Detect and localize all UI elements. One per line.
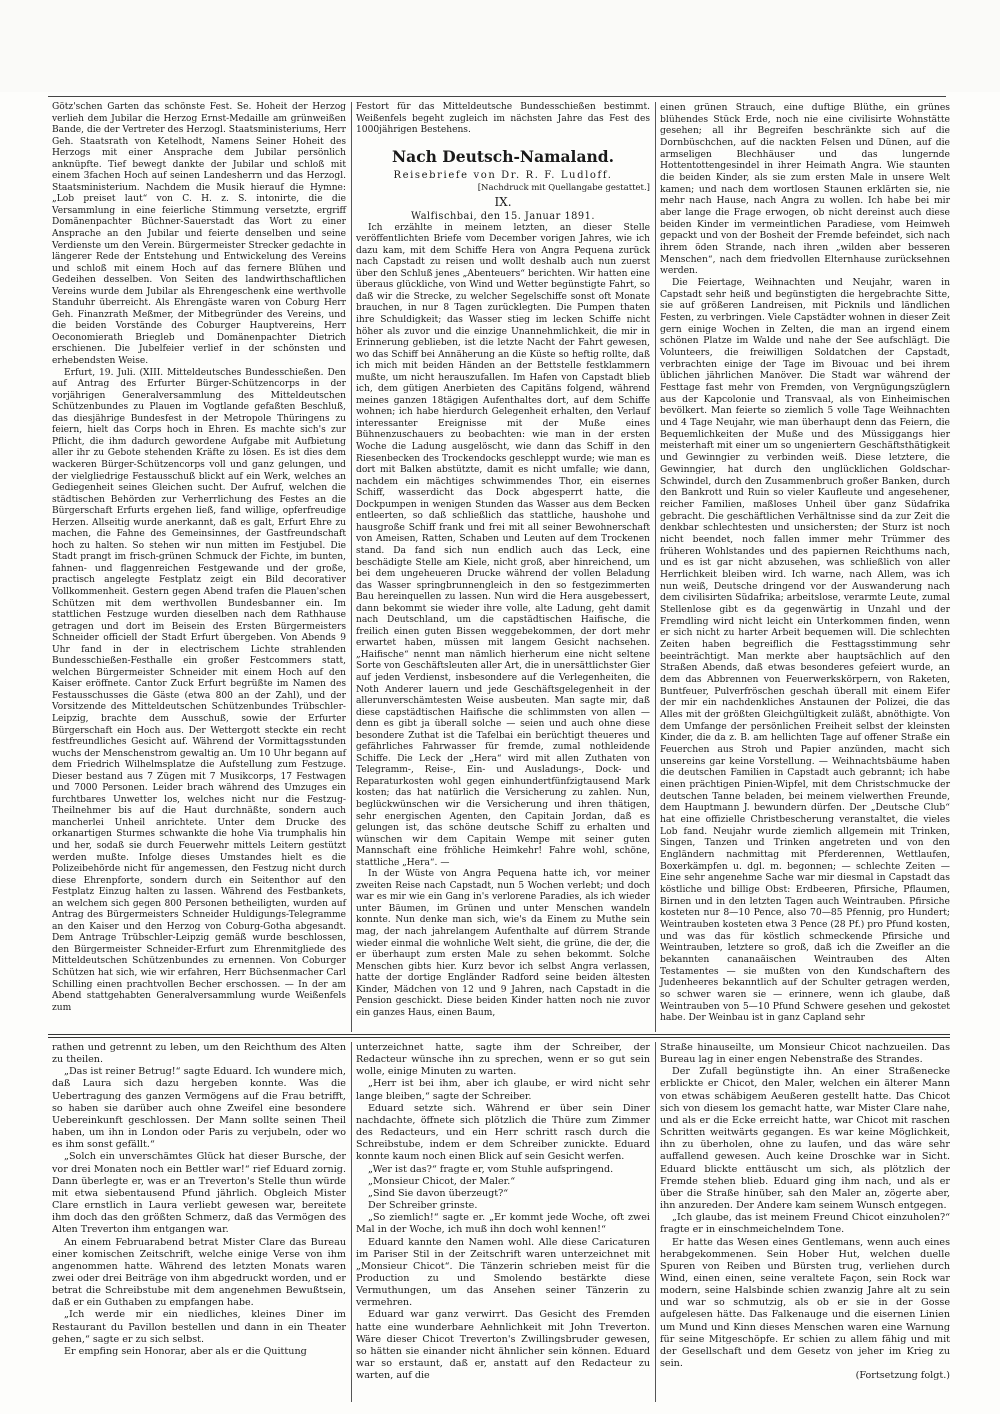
paragraph: Festort für das Mitteldeutsche Bundesschießen bestimmt. Weißenfels begeht zugleich im nächsten Jahre das Fest des 1000jährigen Bestehens. [356,102,650,136]
paragraph: Der Schreiber grinste. [368,1200,478,1212]
paragraph: Eduard setzte sich. Während er über sein Diner nachdachte, öffnete sich plötzlich die Thüre zum Zimmer des Redacteurs, und ein Herr schritt rasch durch die Schreibstube, indem er dem Schreiber zunickte. Eduard konnte kaum noch einen Blick auf sein Gesicht werfen. [356,1102,650,1163]
feature-subtitle: Reisebriefe von Dr. R. F. Ludloff. [393,169,613,181]
paragraph: Götz'schen Garten das schönste Fest. Se. Hoheit der Herzog verlieh dem Jubilar die Herzog Ernst-Medaille am grünweißen Bande, die der Vertreter des Herzogl. Staatsministeriums, Herr Geh. Staatsrath von Ketelhodt, Namens Seiner Hoheit des Herzogs mit einer Ansprache dem Jubilar persönlich anknüpfte. Tief bewegt dankte der Jubilar und schloß mit einem 3fachen Hoch auf seinen Landesherrn und das Herzogl. Staatsministerium. Nachdem die Musik hierauf die Hymne: „Lob preiset laut“ von C. H. z. S. intonirte, die die Versammlung in eine feierliche Stimmung versetzte, ergriff Domänenpachter Büchner-Sauerstadt das Wort zu einer Ansprache an den Jubilar und feierte denselben und seine Verdienste um den Verein. Bürgermeister Strecker gedachte in längerer Rede der Entstehung und Entwickelung des Vereins und schloß mit einem Hoch auf das fernere Blühen und Gedeihen desselben. Von Seiten des landwirthschaftlichen Vereins wurde dem Jubilar als Ehrengeschenk eine werthvolle Standuhr überreicht. Als Ehrengäste waren von Coburg Herr Geh. Finanzrath Meßmer, der Mitbegründer des Vereins, und die beiden Vorstände des Coburger Hauptvereins, Herr Oeconomierath Briegleb und Domänenpachter Dietrich erschienen. Die Jubelfeier verlief in der schönsten und erhebendsten Weise. [52,102,346,367]
dateline: Walfischbai, den 15. Januar 1891. [410,210,595,222]
paragraph: rathen und getrennt zu leben, um den Reichthum des Alten zu theilen. [52,1042,346,1066]
paragraph: Erfurt, 19. Juli. (XIII. Mitteldeutsches Bundesschießen. Den auf Antrag des Erfurter Bürger-Schützencorps in der vorjährigen Generalversammlung des Mitteldeutschen Schützenbundes zu Plauen im Vogtlande gefaßten Beschluß, das diesjährige Bundesfest in der Metropole Thüringens zu feiern, hielt das Corps hoch in Ehren. Es machte sich's zur Pflicht, die ihm dadurch gewordene Aufgabe mit Aufbietung aller ihr zu Gebote stehenden Kräfte zu lösen. Es ist dies dem wackeren Bürger-Schützencorps voll und ganz gelungen, und der vielgliedrige Festausschuß blickt auf ein Werk, welches an Gediegenheit seines Gleichen sucht. Der Aufruf, welchen die städtischen Behörden zur Verherrlichung des Festes an die Bürgerschaft Erfurts ergehen ließ, fand willige, opferfreudige Herzen. Allseitig wurde anerkannt, daß es galt, Erfurt Ehre zu machen, die Fahne des Gemeinsinnes, der Gastfreundschaft hoch zu halten. So stehen wir nun mitten im Festjubel. Die Stadt prangt im frisch-grünen Schmuck der Fichte, im bunten, fahnen- und flaggenreichen Festgewande und der große, practisch angelegte Festplatz zeigt ein Bild decorativer Vollkommenheit. Gestern gegen Abend trafen die Plauen'schen Schützen mit dem werthvollen Bundesbanner ein. Im stattlichen Festzuge wurden dieselben nach dem Rathhause getragen und dort im Beisein des Ersten Bürgermeisters Schneider officiell der Stadt Erfurt übergeben. Von Abends 9 Uhr fand in der in electrischem Lichte strahlenden Bundesschießen-Festhalle ein großer Festcommers statt, welchen Bürgermeister Schneider mit einem Hoch auf den Kaiser eröffnete. Cantor Zuck Erfurt begrüßte im Namen des Festausschusses die Gäste (etwa 800 an der Zahl), und der Vorsitzende des Mitteldeutschen Schützenbundes Trübschler-Leipzig, brachte dem Ausschuß, sowie der Erfurter Bürgerschaft ein Hoch aus. Der Wettergott steckte ein recht festfreundliches Gesicht auf. Während der Vormittagsstunden wuchs der Menschenstrom gewaltig an. Um 10 Uhr begann auf dem Friedrich Wilhelmsplatze die Aufstellung zum Festzuge. Dieser bestand aus 7 Zügen mit 7 Musikcorps, 17 Festwagen und 7000 Personen. Leider brach während des Umzuges ein furchtbares Unwetter los, welches nicht nur die Festzug-Theilnehmer bis auf die Haut durchnäßte, sondern auch mancherlei Unheil anrichtete. Unter dem Drucke des orkanartigen Sturmes schwankte die hohe Via trumphalis hin und her, sodaß sie durch Feuerwehr mittels Leitern gestützt werden mußte. Infolge dieses Umstandes hielt es die Polizeibehörde nicht für angemessen, den Festzug nicht durch diese Ehrenpforte, sondern durch ein Seitenthor auf den Festplatz Einzug halten zu lassen. Während des Festbankets, an welchem sich gegen 800 Personen betheiligten, wurden auf Antrag des Bürgermeisters Schneider Huldigungs-Telegramme an den Kaiser und den Herzog von Coburg-Gotha abgesandt. Dem Antrage Trübschler-Leipzig gemäß wurde beschlossen, den Bürgermeister Schneider-Erfurt zum Ehrenmitgliede des Mitteldeutschen Schützenbundes zu ernennen. Von Coburger Schützen hat sich, wie wir erfahren, Herr Büchsenmacher Carl Schilling einen prachtvollen Becher erschossen. — In der am Abend stattgehabten Generalversammlung wurde Weißenfels zum [52,367,346,1013]
part-number: IX. [494,194,512,209]
paragraph: „Wer ist das?“ fragte er, vom Stuhle aufspringend. [368,1163,614,1175]
paragraph: „Sind Sie davon überzeugt?“ [368,1187,509,1199]
serial-column-2 [356,1042,650,1382]
top-rule [48,96,946,97]
feature-title: Nach Deutsch-Namaland. [391,146,614,166]
paragraph: Die Feiertage, Weihnachten und Neujahr, waren in Capstadt sehr heiß und begünstigten die hergebrachte Sitte, sie auf größeren Landreisen, mit Picknils und ländlichen Festen, zu verbringen. Viele Capstädter wohnen in dieser Zeit gern einige Wochen in Zelten, die man an irgend einem schönen Platze im Walde und nahe der See aufschlägt. Die Volunteers, die freiwilligen Soldatchen der Capstadt, verbrachten einige der Tage im Bivouac und bei ihrem üblichen jährlichen Manöver. Die Stadt war während der Festtage fast mehr von Fremden, von Vergnügungszüglern aus der Kapcolonie und Transvaal, als von Einheimischen bevölkert. Man feierte so ziemlich 5 volle Tage Weihnachten und 4 Tage Neujahr, wie man überhaupt denn das Feiern, die Bequemlichkeiten der Muße und des Müssiggangs hier meisterhaft mit einer um so ungeniertern Geschäftsthätigkeit und Gewinngier zu verbinden weiß. Diese letztere, die Gewinngier, hat durch den unglücklichen Goldschar-Schwindel, durch den Zusammenbruch großer Banken, durch den Bankrott und Ruin so vieler Kaufleute und angesehener, reicher Familien, maßloses Unheil über ganz Südafrika gebracht. Die geschäftlichen Verhältnisse sind da zur Zeit die denkbar schlechtesten und unsichersten; der Sturz ist noch nicht beendet, noch fallen immer mehr Trümmer des früheren Wohlstandes und des papiernen Reichthums nach, und es ist gar nicht abzusehen, was schließlich von aller Herrlichkeit bleiben wird. Ich warne, nach Allem, was ich nun weiß, Deutsche dringend vor der Auswanderung nach dem civilisirten Südafrika; arbeitslose, verarmte Leute, zumal Stellenlose gibt es da gegenwärtig in Unzahl und der Fremdling wird nicht leicht ein Unterkommen finden, wenn er sich nicht zu harter Arbeit bequemen will. Die schlechten Zeiten haben begreiflich die Festtagsstimmung sehr beeinträchtigt. Man merkte aber hauptsächlich auf den Straßen Abends, daß etwas besonderes gefeiert wurde, an dem das Abbrennen von Feuerwerkskörpern, von Raketen, Buntfeuer, Pulverfröschen geschah überall mit einem Eifer der mir ein nachdenkliches Anstaunen der Polizei, die das Alles mit der größten Gleichgültigkeit zuläßt, abnöthigte. Von dem Umfange der persönlichen Freiheit selbst der kleinsten Kinder, die da z. B. am hellichten Tage auf offener Straße ein Feuerchen aus Stroh und Papier anzünden, macht sich unsereins gar keine Vorstellung. — Weihnachtsbäume haben die deutschen Familien in Capstadt auch gebrannt; ich habe einen prächtigen Pinien-Wipfel, mit dem Christschmucke der deutschen Tanne beladen, bei meinem vielwerthen Freunde, dem Hauptmann J. bewundern dürfen. Der „Deutsche Club“ hat eine offizielle Christbescherung veranstaltet, die vieles Lob fand. Neujahr wurde ziemlich allgemein mit Trinken, Singen, Tanzen und Trinken angetreten und von den Engländern nachmittag mit Pferderennen, Wettlaufen, Boxerkämpfen u. dgl. m. begonnen; — schlechte Zeiten — Eine sehr angenehme Sache war mir diesmal in Capstadt das köstliche und billige Obst: Erdbeeren, Pfirsiche, Pflaumen, Birnen und in den letzten Tagen auch Weintrauben. Pfirsiche kosteten nur 8—10 Pence, also 70—85 Pfennig, pro Hundert; Weintrauben kosteten etwa 3 Pence (28 Pf.) pro Pfund kosten, und was das für köstlich schmeckende Pfirsiche und Weintrauben, letztere so groß, daß ich die Zweifler an die bekannten cananaäischen Weintrauben des Alten Testamentes — sie mußten von den Kundschaftern des Judenheeres bekanntlich auf der Schulter getragen werden, so schwer waren sie — erinnere, wenn ich glaube, daß Weintrauben von 5—10 Pfund Schwere gesehen und gekostet habe. Der Weinbau ist in ganz Capland sehr [660,277,951,1024]
paragraph: In der Wüste von Angra Pequena hatte ich, vor meiner zweiten Reise nach Capstadt, nun 5 Wochen verlebt; und doch war es mir wie ein Gang in's verlorene Paradies, als ich wieder unter Bäumen, im Grünen und unter Menschen wandeln konnte. Nun denke man sich, wie's da Einem zu Muthe sein mag, der nach jahrelangem Aufenthalte auf dürrem Strande wieder einmal die wohnliche Welt sieht, die grüne, die der, die er überhaupt zum ersten Male zu sehen bekommt. Solche Menschen gibts hier. Kurz bevor ich selbst Angra verlassen, hatte der dortige Engländer Radford seine beiden ältesten Kinder, Mädchen von 12 und 9 Jahren, nach Capstadt in die Pension geschickt. Diese beiden Kinder hatten noch nie zuvor ein ganzes Haus, einen Baum, [356,869,650,1018]
column-2 [356,102,650,1019]
paragraph: „Ich glaube, das ist meinem Freund Chicot einzuholen?“ fragte er in einschmeichelndem Tone. [660,1212,950,1236]
paragraph: Eduard war ganz verwirrt. Das Gesicht des Fremden hatte eine wunderbare Aehnlichkeit mit John Treverton. Wäre dieser Chicot Treverton's Zwillingsbruder gewesen, so hätten sie einander nicht ähnlicher sein können. Eduard war so erstaunt, daß er, anstatt auf den Redacteur zu warten, auf die [356,1309,650,1382]
paragraph: Der Zufall begünstigte ihn. An einer Straßenecke erblickte er Chicot, den Maler, welchen ein älterer Mann von etwas schäbigem Aeußeren gestellt hatte. Das Chicot sich von diesem los gemacht hatte, war Mister Clare nahe, und als er die Ecke erreicht hatte, war Chicot mit raschen Schritten weitwärts gegangen. Es war keine Möglichkeit, ihn zu überholen, ohne zu laufen, und das wäre sehr auffallend gewesen. Auch keine Droschke war in Sicht. Eduard blickte enttäuscht um sich, als plötzlich der Fremde stehen blieb. Eduard ging ihm nach, und als er über die Straße hinüber, sah den Maler an, zögerte aber, ihn anzureden. Der Andere kam seinem Wunsch entgegen. [660,1066,950,1212]
continued-note: (Fortsetzung folgt.) [855,1370,950,1382]
column-divider [351,1042,352,1402]
feuilleton-rule [48,1034,950,1035]
paragraph: einen grünen Strauch, eine duftige Blüthe, ein grünes blühendes Stück Erde, noch nie eine civilisirte Wohnstätte gesehen; all ihr Begreifen beschränkte sich auf die Dornbüschchen, auf die nackten Felsen und Dünen, auf die armseligen Blechhäuser und das lungernde Hottentottengesindel in ihrer Heimath Angra. Wie staunten die beiden Kinder, als sie zum ersten Male in unsere Welt kamen; und nach dem wortlosen Staunen erklärten sie, nie mehr nach Hause, nach Angra zu wollen. Ich habe bei mir aber lange die Frage erwogen, ob nicht dereinst auch diese beiden Kinder im vermeintlichen Paradiese, vom Heimweh gepackt und von der Bosheit der Fremde befeindet, sich nach ihrem öden Strande, nach ihren „wilden aber besseren Menschen“, nach dem friedvollen Elternhause zurücksehnen werden. [660,102,950,277]
column-divider [655,1042,656,1402]
serial-column-1 [52,1042,346,1358]
reprint-notice: [Nachdruck mit Quellangabe gestattet.] [477,182,650,193]
paragraph: „Herr ist bei ihm, aber ich glaube, er wird nicht sehr lange bleiben,“ sagte der Schreiber. [356,1078,650,1102]
paragraph: Er empfing sein Honorar, aber als er die Quittung [64,1345,307,1357]
column-3 [660,102,950,1024]
paragraph: Straße hinauseilte, um Monsieur Chicot nachzueilen. Das Bureau lag in einer engen Nebenstraße des Strandes. [660,1042,950,1066]
paragraph: Er hatte das Wesen eines Gentlemans, wenn auch eines herabgekommenen. Sein Hober Hut, welchen duelle Spuren von Reiben und Bürsten trug, verliehen durch Wind, einen einen, seine veraltete Façon, sein Rock war modern, seine Halsbinde schien zwanzig Jahre alt zu sein und war so schmutzig, als ob er sie in der Gosse aufgelesen hätte. Das Falkenauge und die eisernen Linien um Mund und Kinn dieses Menschen waren eine Warnung für seine Mitgeschöpfe. Er schien zu allem fähig und mit der Gesellschaft und dem Gesetz von jeher im Krieg zu sein. [660,1236,950,1370]
paragraph: „So ziemlich!“ sagte er. „Er kommt jede Woche, oft zwei Mal in der Woche, ich muß ihn doch wohl kennen!“ [356,1212,650,1236]
paragraph: unterzeichnet hatte, sagte ihm der Schreiber, der Redacteur wünsche ihn zu sprechen, wenn er so gut sein wolle, einige Minuten zu warten. [356,1042,650,1078]
column-divider [655,102,656,1032]
paragraph: „Ich werde mir ein niedliches, kleines Diner im Restaurant du Pavillon bestellen und dann in ein Theater gehen,“ sagte er zu sich selbst. [52,1309,346,1345]
paragraph: „Das ist reiner Betrug!“ sagte Eduard. Ich wundere mich, daß Laura sich dazu hergeben konnte. Was die Uebertragung des ganzen Vermögens auf die Frau betrifft, so haben sie darüber auch ohne Zweifel eine besondere Uebereinkunft geschlossen. Der Mann sollte seinen Theil haben, um ihn in London oder Paris zu verjubeln, oder wo es ihm sonst gefällt.“ [52,1066,346,1151]
paragraph: Ich erzählte in meinem letzten, an dieser Stelle veröffentlichten Briefe vom December vorigen Jahres, wie ich dazu kam, mit dem Schiffe Hera von Angra Pequena zurück nach Capstadt zu reisen und wollt deshalb auch nun zuerst über den Schluß jenes „Abenteuers“ berichten. Wir hatten eine überaus glückliche, von Wind und Wetter begünstigte Fahrt, so daß wir die Strecke, zu welcher Segelschiffe sonst oft Monate brauchen, in nur 8 Tagen zurücklegten. Die Pumpen thaten ihre Schuldigkeit; das Wasser stieg im lecken Schiffe nicht höher als zuvor und die einzige Unannehmlichkeit, die mir in Erinnerung geblieben, ist die letzte Nacht der Fahrt gewesen, wo das Schiff bei Annäherung an die Küste so heftig rollte, daß ich mich mit beiden Händen an der Bettstelle festklammern mußte, um nicht herauszufallen. Im Hafen von Capstadt blieb ich, dem gütigen Anerbieten des Capitäns folgend, während meines ganzen 18tägigen Aufenthaltes dort, auf dem Schiffe wohnen; ich habe hierdurch Gelegenheit erhalten, den Verlauf interessanter Ereignisse mit der Muße eines Bühnenzuschauers zu beobachten: wie man in der ersten Woche die Ladung ausgelöscht, wie dann das Schiff in den Riesenbecken des Trockendocks geschleppt wurde; wie man es dort mit Balken abstützte, damit es nicht umfalle; wie dann, nachdem ein mächtiges schwimmendes Thor, ein eisernes Schiff, wasserdicht das Dock abgesperrt hatte, die Dockpumpen in wenigen Stunden das Wasser aus dem Becken entleerten, so daß schließlich das stattliche, haushohe und hausgroße Schiff frank und frei mit all seiner Bewohnerschaft von Ameisen, Ratten, Schaben und Leuten auf dem Trockenen stand. Da fand sich nun endlich auch das Leck, eine beschädigte Stelle am Kiele, nicht groß, aber hinreichend, um bei dem ungeheueren Drucke während der vollen Beladung das Wasser springbrunnengleich in den so festgezimmerten Bau hereinquellen zu lassen. Nun wird die Hera ausgebessert, dann bekommt sie wieder ihre volle, alte Ladung, geht damit nach Deutschland, um die capstädtischen Haifische, die freilich einen guten Bissen weggebekommen, der dort mehr erwartet haben, müssen mit langem Gesicht nachsehen. „Haifische“ nennt man nämlich hierherum eine nicht seltene Sorte von Geschäftsleuten aller Art, die in unersättlichster Gier auf jeden Verdienst, insbesondere auf die Verlegenheiten, die Noth Anderer lauern und jede Geschäftsgelegenheit in der allerunverschämtesten Weise ausbeuten. Man sagte mir, daß diese capstädtischen Haifische die schlimmsten von allen — denn es gibt ja überall solche — seien und auch ohne diese besondere Zuthat ist die Tafelbai ein berüchtigt theueres und gefährliches Fahrwasser für fremde, zumal nothleidende Schiffe. Die Leck der „Hera“ wird mit allen Zuthaten von Telegramm-, Reise-, Ein- und Ausladungs-, Dock- und Reparaturkosten wohl gegen einhundertfünfzigtausend Mark kosten; das hat natürlich die Versicherung zu zahlen. Nun, beglückwünschen wir die Versicherung und ihren thätigen, sehr energischen Agenten, den Capitain Jordan, daß es gelungen ist, das schöne deutsche Schiff zu erhalten und wünschen wir dem Capitain Wempe mit seiner guten Mannschaft eine fröhliche Heimkehr! Fahre wohl, schöne, stattliche „Hera“. — [356,222,650,868]
feuilleton-rule [48,1037,950,1038]
page-top-margin [0,0,1000,92]
paragraph: „Monsieur Chicot, der Maler.“ [368,1175,516,1187]
column-1 [52,102,346,1014]
paragraph: „Solch ein unverschämtes Glück hat dieser Bursche, der vor drei Monaten noch ein Bettler war!“ rief Eduard zornig. Dann überlegte er, was er an Treverton's Stelle thun würde mit etwa siebentausend Pfund jährlich. Obgleich Mister Clare ernstlich in Laura verliebt gewesen war, bereitete ihm doch das den größten Schmerz, daß das Vermögen des Alten Treverton ihm entgangen war. [52,1151,346,1236]
serial-column-3 [660,1042,950,1382]
paragraph: An einem Februarabend betrat Mister Clare das Bureau einer komischen Zeitschrift, welche einige Verse von ihm angenommen hatte. Während des letzten Monats waren zwei oder drei Beiträge von ihm abgedruckt worden, und er betrat die Schreibstube mit dem angenehmen Bewußtsein, daß er ein Guthaben zu empfangen habe. [52,1236,346,1309]
paragraph: Eduard kannte den Namen wohl. Alle diese Caricaturen im Pariser Stil in der Zeitschrift waren unterzeichnet mit „Monsieur Chicot“. Die Tänzerin schrieben meist für die Production zu und Smolendo bestärkte diese Vermuthungen, um das Ansehen seiner Tänzerin zu vermehren. [356,1236,650,1309]
column-divider [351,102,352,1032]
